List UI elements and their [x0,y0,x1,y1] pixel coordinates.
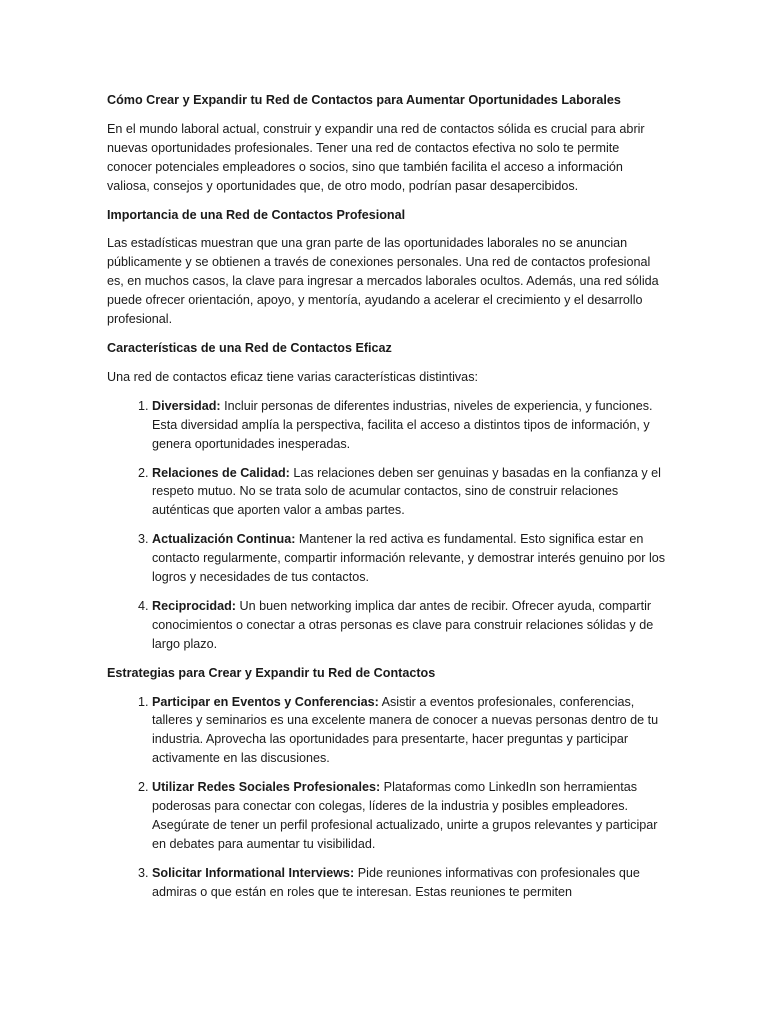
document-page [107,91,667,912]
importance-paragraph: Las estadísticas muestran que una gran parte de las oportunidades laborales no se anuncian públicamente y se obtienen a través de conexiones personales. Una red de contactos profesional es, en muchos casos, la clave para ingresar a mercados laborales ocultos. Además, una red sólida puede ofrecer orientación, apoyo, y mentoría, ayudando a acelerar el crecimiento y el desarrollo profesional. [107,236,659,327]
document-title: Cómo Crear y Expandir tu Red de Contactos para Aumentar Oportunidades Laborales [107,93,621,107]
list-item-term: Relaciones de Calidad: [152,465,290,480]
list-item-text: Asistir a eventos profesionales, conferencias, talleres y seminarios es una excelente manera de conocer a nuevas personas dentro de tu industria. Aprovecha las oportunidades para presentarte, hacer preguntas y participar activamente en las discusiones. [152,694,659,766]
list-item-text: Un buen networking implica dar antes de recibir. Ofrecer ayuda, compartir conocimientos o conectar a otras personas es clave para construir relaciones sólidas y de largo plazo. [152,598,654,651]
characteristics-list [107,397,667,654]
list-item-text: Pide reuniones informativas con profesionales que admiras o que están en roles que te interesan. Estas reuniones te permiten [152,865,640,899]
list-item [152,778,667,854]
list-item-term: Diversidad: [152,398,221,413]
list-item-term: Solicitar Informational Interviews: [152,865,355,880]
list-item-term: Reciprocidad: [152,598,236,613]
list-item-term: Utilizar Redes Sociales Profesionales: [152,780,381,795]
list-item-term: Actualización Continua: [152,532,296,547]
list-item-term: Participar en Eventos y Conferencias: [152,694,379,709]
list-item-text: Plataformas como LinkedIn son herramientas poderosas para conectar con colegas, líderes de la industria y posibles empleadores. Asegúrate de tener un perfil profesional actualizado, unirte a grupos relevantes y participar en debates para aumentar tu visibilidad. [152,780,658,851]
list-item [152,693,667,769]
list-item [152,530,667,587]
list-item [152,864,667,902]
strategies-list [107,693,667,902]
list-item-text: Mantener la red activa es fundamental. Esto significa estar en contacto regularmente, compartir información relevante, y demostrar interés genuino por los logros y necesidades de tus contactos. [152,532,666,585]
intro-paragraph: En el mundo laboral actual, construir y expandir una red de contactos sólida es crucial para abrir nuevas oportunidades profesionales. Tener una red de contactos efectiva no solo te permite conocer potenciales empleadores o socios, sino que también facilita el acceso a información valiosa, consejos y oportunidades que, de otro modo, podrían pasar desapercibidos. [107,121,645,193]
section-heading-strategies: Estrategias para Crear y Expandir tu Red de Contactos [107,665,436,680]
list-item [152,464,667,521]
list-item [152,597,667,654]
characteristics-intro: Una red de contactos eficaz tiene varias características distintivas: [107,369,478,384]
section-heading-characteristics: Características de una Red de Contactos Eficaz [107,340,392,355]
list-item-text: Las relaciones deben ser genuinas y basadas en la confianza y el respeto mutuo. No se trata solo de acumular contactos, sino de construir relaciones auténticas que aporten valor a ambas partes. [152,465,661,518]
list-item-text: Incluir personas de diferentes industrias, niveles de experiencia, y funciones. Esta diversidad amplía la perspectiva, facilita el acceso a distintos tipos de información, y genera oportunidades inesperadas. [152,398,653,451]
list-item [152,397,667,454]
section-heading-importance: Importancia de una Red de Contactos Profesional [107,207,406,222]
